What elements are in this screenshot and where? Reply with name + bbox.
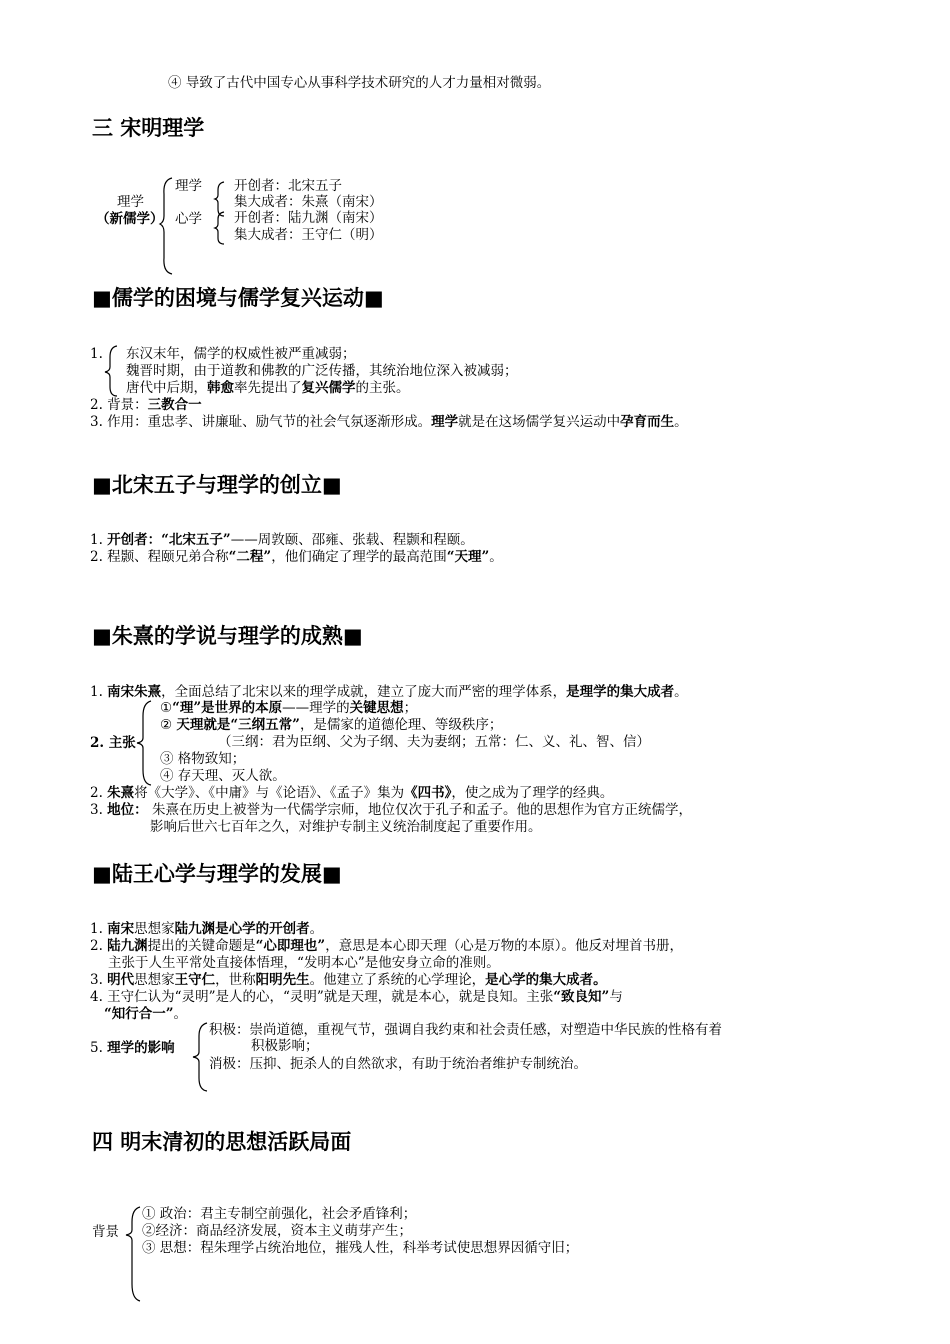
part2-line2: 2. 程颢、程颐兄弟合称“二程”，他们确定了理学的最高范围“天理”。 xyxy=(90,549,503,565)
sec4-item-economy: ②经济：商品经济发展，资本主义萌芽产生； xyxy=(142,1223,412,1239)
tree-root-line1: 理学 xyxy=(117,194,144,210)
part1-line1: 东汉末年，儒学的权威性被严重减弱； xyxy=(126,346,356,362)
part4-line1: 1. 南宋思想家陆九渊是心学的开创者。 xyxy=(90,921,324,937)
part4-line4: 4. 王守仁认为“灵明”是人的心，“灵明”就是天理，就是本心，就是良知。主张“致良知”与 xyxy=(90,989,623,1005)
part1-line4: 2. 背景：三教合一 xyxy=(90,397,202,413)
part1-line5: 3. 作用：重忠孝、讲廉耻、励气节的社会气氛逐渐形成。理学就是在这场儒学复兴运动中孕育而生。 xyxy=(90,414,688,430)
part3-line4: 3. 地位： 朱熹在历史上被誉为一代儒学宗师，地位仅次于孔子和孟子。他的思想作为官方正统儒学， xyxy=(90,802,692,818)
part3-claim-2-note: （三纲：君为臣纲、父为子纲、夫为妻纲；五常：仁、义、礼、智、信） xyxy=(218,734,650,750)
section-title-song-ming: 三 宋明理学 xyxy=(92,116,205,140)
part3-title: ■朱熹的学说与理学的成熟■ xyxy=(92,624,363,648)
part4-line3: 3. 明代思想家王守仁，世称阳明先生。他建立了系统的心学理论，是心学的集大成者。 xyxy=(90,972,607,988)
part3-label-zhuzhang: 2. 主张 xyxy=(90,735,136,751)
part4-title: ■陆王心学与理学的发展■ xyxy=(92,862,342,886)
part3-line3: 2. 朱熹将《大学》、《中庸》与《论语》、《孟子》集为《四书》，使之成为了理学的经典。 xyxy=(90,785,614,801)
part3-line4-cont: 影响后世六七百年之久，对维护专制主义统治制度起了重要作用。 xyxy=(150,819,542,835)
tree-leaf-4: 集大成者：王守仁（明） xyxy=(234,227,383,243)
part3-claim-3: ③ 格物致知； xyxy=(160,751,246,767)
sec4-label-background: 背景 xyxy=(92,1224,119,1240)
part1-brace xyxy=(104,345,118,397)
part1-line2: 魏晋时期，由于道教和佛教的广泛传播，其统治地位深入被减弱； xyxy=(126,363,518,379)
part1-num1: 1. xyxy=(90,346,103,362)
part3-line1: 1. 南宋朱熹，全面总结了北宋以来的理学成就，建立了庞大而严密的理学体系，是理学的集大成者。 xyxy=(90,684,688,700)
part2-title: ■北宋五子与理学的创立■ xyxy=(92,473,342,497)
part1-line3: 唐代中后期，韩愈率先提出了复兴儒学的主张。 xyxy=(126,380,410,396)
section-title-ming-qing: 四 明末清初的思想活跃局面 xyxy=(92,1130,352,1154)
tree-leaf-1: 开创者：北宋五子 xyxy=(234,178,342,194)
part3-claim-4: ④ 存天理、灭人欲。 xyxy=(160,768,286,784)
intro-line: ④ 导致了古代中国专心从事科学技术研究的人才力量相对微弱。 xyxy=(168,75,551,91)
tree-brace-xinxue xyxy=(214,211,226,245)
tree-leaf-3: 开创者：陆九渊（南宋） xyxy=(234,210,383,226)
sec4-item-thought: ③ 思想：程朱理学占统治地位，摧残人性，科举考试使思想界因循守旧； xyxy=(142,1240,579,1256)
tree-root-line2: （新儒学） xyxy=(96,211,164,227)
part3-brace xyxy=(136,700,152,786)
part4-effect-positive-cont: 积极影响； xyxy=(251,1038,319,1054)
part4-line4-cont: “知行合一”。 xyxy=(104,1006,188,1022)
tree-brace-root xyxy=(160,176,174,276)
tree-branch-xinxue: 心学 xyxy=(175,211,202,227)
part4-effect-negative: 消极：压抑、扼杀人的自然欲求，有助于统治者维护专制统治。 xyxy=(209,1056,587,1072)
part4-effect-positive: 积极：崇尚道德，重视气节，强调自我约束和社会责任感，对塑造中华民族的性格有着 xyxy=(209,1022,722,1038)
tree-branch-lixue: 理学 xyxy=(175,178,202,194)
part4-line5: 5. 理学的影响 xyxy=(90,1040,175,1056)
part1-title: ■儒学的困境与儒学复兴运动■ xyxy=(92,286,384,310)
part4-line2-cont: 主张于人生平常处直接体悟理，“发明本心”是他安身立命的准则。 xyxy=(108,955,500,971)
part4-line2: 2. 陆九渊提出的关键命题是“心即理也”，意思是本心即天理（心是万物的本原）。他反对埋首书册， xyxy=(90,938,683,954)
part4-brace xyxy=(192,1022,208,1092)
part3-claim-1: ①“理”是世界的本原——理学的关键思想； xyxy=(160,700,418,716)
part2-line1: 1. 开创者：“北宋五子”——周敦颐、邵雍、张载、程颢和程颐。 xyxy=(90,532,474,548)
sec4-item-politics: ① 政治：君主专制空前强化，社会矛盾锋利； xyxy=(142,1206,417,1222)
part3-claim-2: ② 天理就是“三纲五常”，是儒家的道德伦理、等级秩序； xyxy=(160,717,503,733)
tree-leaf-2: 集大成者：朱熹（南宋） xyxy=(234,194,383,210)
sec4-brace xyxy=(124,1206,142,1302)
